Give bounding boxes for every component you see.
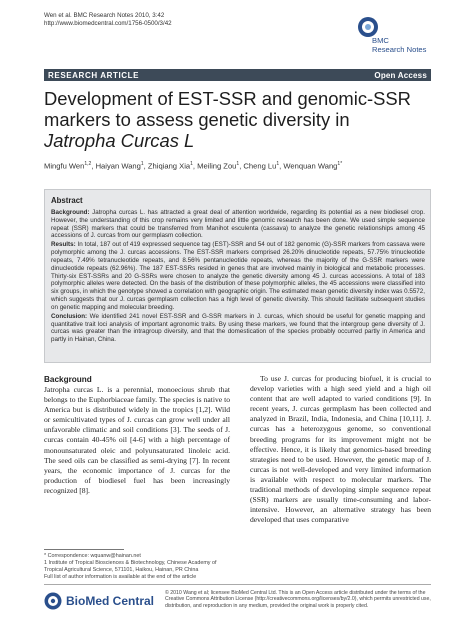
affiliation-note: Full list of author information is available at the end of the article [44, 574, 197, 580]
body-column-left [44, 374, 230, 496]
journal-logo-line: Research Notes [372, 45, 427, 54]
author-separator: , [279, 161, 284, 171]
publisher-logo-icon [44, 592, 62, 610]
author-affiliation-mark: 1 [140, 161, 144, 167]
article-type: RESEARCH ARTICLE [48, 70, 140, 80]
affiliation-note: 1 Institute of Tropical Biosciences & Biotechnology, Chinese Academy of [44, 560, 217, 566]
footnotes [44, 553, 230, 581]
author-name: Cheng Lu [243, 161, 277, 171]
author-separator: , [239, 161, 244, 171]
abstract-background [51, 209, 425, 240]
abstract-text: In total, 187 out of 419 expressed sequence tag (EST)-SSR and 54 out of 182 genomic (G)-SSR markers from cassava were polymorphic among the J. curcas accessions. The EST-SSR markers comprised 26.20% dinucleotide repeats, 57.75% trinucleotide repeats, 7.49% tetranucleotide repeats, and 8.56% pentanucleotide repeats, whereas the majority of the G-SSR markers were dinucleotide repeats (62.96%). The 187 EST-SSRs resided in genes that are involved mainly in biological and metabolic processes. Thirty-six EST-SSRs and 20 G-SSRs were chosen to analyze the genetic diversity among 45 J. curcas accessions. A total of 183 polymorphic alleles were detected. On the basis of the distribution of these polymorphic alleles, the 45 accessions were classified into six groups, in which the genotype showed a correlation with geographic origin. The estimated mean genetic diversity index was 0.5572, which suggests that our J. curcas germplasm collection has a high level of genetic diversity. This should facilitate subsequent studies on genetic mapping and molecular breeding. [51, 241, 425, 311]
author-separator: , [192, 161, 198, 171]
author-separator: , [91, 161, 96, 171]
abstract-text: We identified 241 novel EST-SSR and G-SSR markers in J. curcas, which should be useful for genetic mapping and quantitative trait loci analysis of important agronomic traits. By using these markers, we found that the intergroup gene diversity of J. curcas was greater than the intragroup diversity, and that the domestication of the species probably occurred partly in America and partly in Hainan, China. [51, 312, 425, 344]
author-affiliation-mark: 1,2 [84, 161, 92, 167]
author-name: Zhiqiang Xia [147, 161, 191, 171]
author-affiliation-mark: 1 [190, 161, 193, 167]
author-affiliation-mark: 1 [276, 161, 280, 167]
copyright-notice: © 2010 Wang et al; licensee BioMed Central Ltd. This is an Open Access article distributed under the terms of the Creative Commons Attribution License (http://creativecommons.org/licenses/by/2.0), which permits unrestricted use, distribution, and reproduction in any medium, provided the original work is properly cited. [165, 590, 431, 609]
title-line: Development of EST-SSR and genomic-SSR [44, 88, 411, 109]
author-list [44, 161, 342, 171]
journal-logo-text [372, 36, 426, 54]
author-name: Meiling Zou [197, 161, 237, 171]
abstract-conclusion [51, 313, 425, 344]
footer-divider [44, 584, 431, 585]
abstract-text: Jatropha curcas L. has attracted a great deal of attention worldwide, regarding its potential as a new biodiesel crop. However, the understanding of this crop remains very limited and little genomic research has been done. We used simple sequence repeat (SSR) markers that could be transferred from Manihot esculenta (cassava) to analyze the genetic relationships among 45 accessions of J. curcas from our germplasm collection. [51, 209, 425, 240]
author-name: Wenquan Wang [283, 161, 338, 171]
journal-logo [357, 16, 447, 64]
article-banner [44, 69, 431, 81]
body-column-right [250, 374, 431, 525]
abstract-box [44, 189, 431, 363]
title-line: markers to assess genetic diversity in [44, 109, 350, 130]
publisher-logo-text: BioMed Central [66, 594, 155, 608]
abstract-results [51, 241, 425, 311]
abstract-label: Conclusion: [51, 312, 88, 320]
abstract-heading: Abstract [51, 196, 83, 205]
article-title [44, 88, 444, 151]
affiliation-note: Tropical Agricultural Science, 571101, Haikou, Hainan, PR China [44, 567, 199, 573]
author-affiliation-mark: 1 [236, 161, 240, 167]
abstract-body [51, 209, 425, 345]
correspondence-note: * Correspondence: wquanw@hainan.net [44, 553, 141, 559]
section-heading: Background [44, 375, 92, 384]
citation-line: Wen et al. BMC Research Notes 2010, 3:42 [44, 12, 165, 19]
author-separator: , [143, 161, 148, 171]
abstract-label: Results: [51, 241, 76, 249]
footnote-divider [44, 549, 124, 550]
author-name: Mingfu Wen [44, 161, 85, 171]
author-affiliation-mark: 1* [337, 161, 343, 167]
title-line: Jatropha Curcas L [44, 130, 195, 151]
body-paragraph: To use J. curcas for producing biofuel, it is crucial to develop varieties with a high seed yield and a high oil content that are well adapted to varied conditions [9]. In recent years, J. curcas germplasm has been collected and analyzed in Brazil, India, Indonesia, and China [10,11]. J. curcas has a heterozygous genome, so conventional breeding programs for its improvement might not be effective. Hence, it is likely that genomics-based breeding strategies need to be used. However, the genetic map of J. curcas is not well-developed and very limited information is available with respect to molecular markers. The traditional methods of developing simple sequence repeat (SSR) markers are usually time-consuming and labor-intensive. However, an alternative strategy has been developed that uses comparative [250, 374, 431, 525]
publisher-logo [44, 592, 154, 610]
citation-url[interactable]: http://www.biomedcentral.com/1756-0500/3/42 [44, 20, 172, 27]
journal-logo-icon [357, 16, 379, 38]
author-name: Haiyan Wang [95, 161, 141, 171]
body-paragraph: Jatropha curcas L. is a perennial, monoecious shrub that belongs to the Euphorbiaceae family. The species is native to America but is distributed widely in the tropics [1,2]. Wild or semicultivated types of J. curcas can grow well under all unfavorable climatic and soil conditions [3]. The seeds of J. curcas contain 40-45% oil [4-6] with a high percentage of monounsaturated oleic and polyunsaturated linoleic acid. The seed oils can be classified as semi-drying [7]. In recent years, the economic importance of J. curcas for the production of biodiesel fuel has been increasingly recognized [8]. [44, 385, 230, 495]
journal-logo-line: BMC [372, 36, 389, 45]
open-access-label: Open Access [374, 70, 427, 80]
abstract-label: Background: [51, 209, 90, 216]
citation-header [44, 12, 172, 28]
